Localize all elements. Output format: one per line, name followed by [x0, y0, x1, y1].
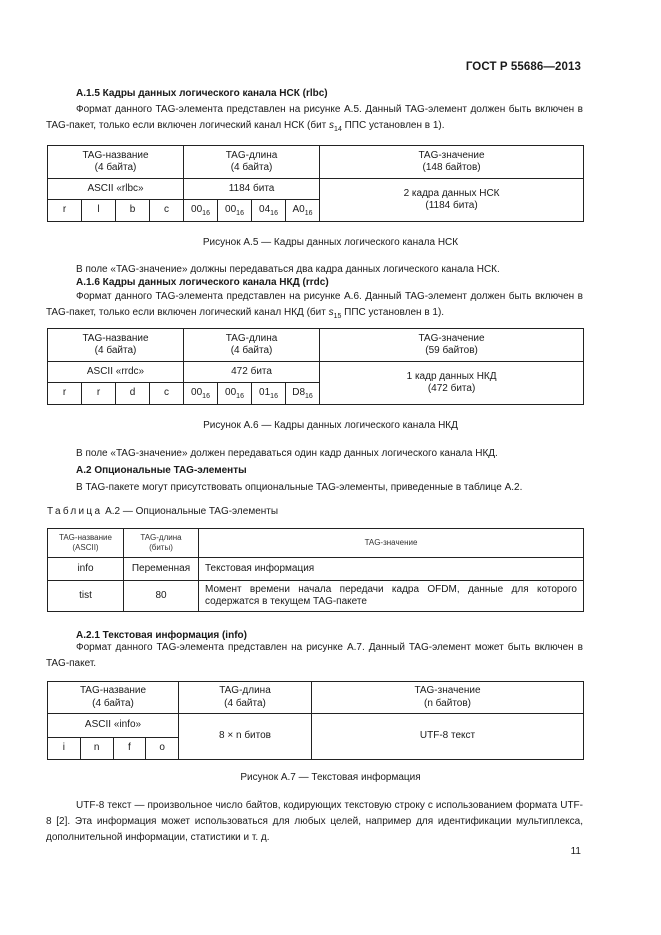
tag-value-cell: 2 кадра данных НСК (1184 бита)	[320, 179, 584, 222]
page-number: 11	[570, 846, 581, 857]
tag-length-header: TAG-длина (4 байта)	[179, 682, 312, 714]
tag-value-header: TAG-значение (59 байтов)	[320, 329, 584, 362]
table-cell: 80	[124, 581, 199, 612]
tag-name-ascii: ASCII «rrdc»	[48, 362, 184, 383]
tag-name-header: TAG-название (4 байта)	[48, 682, 179, 714]
figure-a7-caption: Рисунок А.7 — Текстовая информация	[240, 772, 421, 783]
tag-name-ascii: ASCII «rlbc»	[48, 179, 184, 200]
note-a16: В поле «TAG-значение» должен передаваться один кадр данных логического канала НКД.	[76, 448, 498, 459]
tag-value-header: TAG-значение (n байтов)	[312, 682, 584, 714]
table-a2	[47, 528, 584, 612]
tag-length-bits: 1184 бита	[184, 179, 320, 200]
tag-length-header: TAG-длина (4 байта)	[184, 329, 320, 362]
table-row	[48, 581, 584, 612]
figure-a7-table	[47, 681, 584, 760]
hex-cell: $A0_{16}$	[286, 200, 320, 222]
table-cell: tist	[48, 581, 124, 612]
hex-cell: $04_{16}$	[252, 200, 286, 222]
char-cell: r	[82, 383, 116, 405]
tag-length-bits: 472 бита	[184, 362, 320, 383]
paragraph-a21: Формат данного TAG-элемента представлен на рисунке А.7. Данный TAG-элемент может быть включен в TAG-пакет.	[46, 642, 583, 669]
tag-name-header: TAG-название (4 байта)	[48, 146, 184, 179]
paragraph-utf8: UTF-8 текст — произвольное число байтов, кодирующих текстовую строку с использованием формата UTF-8 [2]. Эта информация может использоваться для любых целей, например для идентификации мультиплекса, дополнительной информации, статистики и т. д.	[46, 800, 583, 843]
figure-a6-table	[47, 328, 584, 405]
bit-variable: s	[329, 120, 335, 131]
note-a15: В поле «TAG-значение» должны передаваться два кадра данных логического канала НСК.	[76, 264, 500, 275]
table-row	[48, 558, 584, 581]
tag-value-cell: UTF-8 текст	[312, 714, 584, 760]
tag-length-header: TAG-длина (4 байта)	[184, 146, 320, 179]
paragraph-a16-end: ППС установлен в 1).	[341, 307, 445, 318]
paragraph-a15	[46, 102, 583, 134]
column-header-name: TAG-название (ASCII)	[48, 529, 124, 558]
tag-value-header: TAG-значение (148 байтов)	[320, 146, 584, 179]
table-cell: Момент времени начала передачи кадра OFDM, данные для которого содержатся в текущем TAG-пакете	[199, 581, 584, 612]
char-cell: i	[48, 738, 81, 760]
char-cell: c	[150, 383, 184, 405]
document-number: ГОСТ Р 55686—2013	[465, 61, 581, 73]
paragraph-a15-text: Формат данного TAG-элемента представлен на рисунке А.5. Данный TAG-элемент должен быть включен в TAG-пакет, только если включен логический канал НСК (бит	[46, 104, 583, 131]
hex-cell: $00_{16}$	[184, 383, 218, 405]
table-cell: Текстовая информация	[199, 558, 584, 581]
table-word: Таблица	[47, 506, 103, 517]
column-header-value: TAG-значение	[199, 529, 584, 558]
paragraph-a15-end: ППС установлен в 1).	[341, 120, 445, 131]
bit-subscript: 15	[333, 313, 342, 320]
section-heading-a21: А.2.1 Текстовая информация (info)	[76, 630, 247, 641]
paragraph-a2: В TAG-пакете могут присутствовать опциональные TAG-элементы, приведенные в таблице А.2.	[76, 482, 523, 493]
table-cell: Переменная	[124, 558, 199, 581]
char-cell: c	[150, 200, 184, 222]
hex-cell: $00_{16}$	[218, 200, 252, 222]
hex-cell: $01_{16}$	[252, 383, 286, 405]
char-cell: b	[116, 200, 150, 222]
paragraph-a16	[46, 289, 583, 321]
hex-cell: $D8_{16}$	[286, 383, 320, 405]
paragraph-a16-text: Формат данного TAG-элемента представлен на рисунке А.6. Данный TAG-элемент должен быть включен в TAG-пакет, только если включен логический канал НКД (бит	[46, 291, 583, 318]
hex-cell: $00_{16}$	[184, 200, 218, 222]
hex-cell: $00_{16}$	[218, 383, 252, 405]
char-cell: d	[116, 383, 150, 405]
section-heading-a2: А.2 Опциональные TAG-элементы	[76, 465, 247, 476]
char-cell: f	[113, 738, 146, 760]
section-heading-a16: А.1.6 Кадры данных логического канала НКД (rrdc)	[76, 277, 329, 288]
char-cell: o	[146, 738, 179, 760]
table-a2-caption	[47, 506, 278, 517]
bit-variable: s	[328, 307, 334, 318]
tag-name-header: TAG-название (4 байта)	[48, 329, 184, 362]
figure-a5-table	[47, 145, 584, 222]
char-cell: l	[82, 200, 116, 222]
tag-value-cell: 1 кадр данных НКД (472 бита)	[320, 362, 584, 405]
char-cell: n	[80, 738, 113, 760]
char-cell: r	[48, 383, 82, 405]
tag-name-ascii: ASCII «info»	[48, 714, 179, 738]
column-header-length: TAG-длина (биты)	[124, 529, 199, 558]
bit-subscript: 14	[334, 126, 342, 133]
tag-length-bits: 8 × n битов	[179, 714, 312, 760]
char-cell: r	[48, 200, 82, 222]
table-cell: info	[48, 558, 124, 581]
figure-a5-caption: Рисунок А.5 — Кадры данных логического канала НСК	[202, 237, 459, 248]
figure-a6-caption: Рисунок А.6 — Кадры данных логического канала НКД	[203, 420, 458, 431]
table-caption-text: А.2 — Опциональные TAG-элементы	[102, 506, 279, 517]
section-heading-a15: А.1.5 Кадры данных логического канала НСК (rlbc)	[76, 88, 328, 99]
